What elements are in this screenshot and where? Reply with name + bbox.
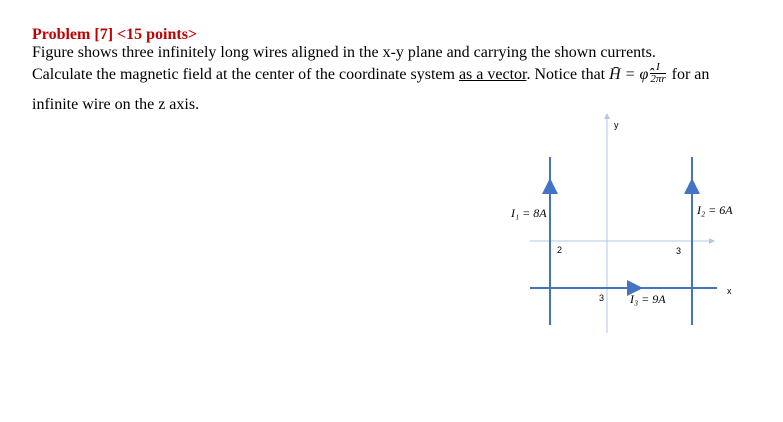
line2-mid: . Notice that <box>526 66 610 84</box>
distance-wire-1: 2 <box>557 245 563 255</box>
wire-1-label: I₁ = 8A <box>511 206 547 220</box>
problem-line-3: infinite wire on the z axis. <box>32 96 200 113</box>
problem-title: Problem [7] <15 points> <box>32 26 198 43</box>
formula-fraction <box>650 62 665 85</box>
problem-line-2 <box>32 61 772 87</box>
underlined-phrase: as a vector <box>458 66 527 84</box>
distance-wire-2: 3 <box>676 246 682 256</box>
wire-3-label: I₃ = 9A <box>630 292 666 306</box>
wire-2-label: I₂ = 6A <box>697 203 733 217</box>
formula-h: H̄ = φ̂ <box>609 66 649 84</box>
problem-statement <box>32 26 772 114</box>
x-axis-label: x <box>727 286 732 296</box>
fraction-denominator: 2πr <box>650 73 666 85</box>
line2-post: for an <box>667 66 710 84</box>
fraction-numerator: I <box>650 62 665 74</box>
line2-pre: Calculate the magnetic field at the center of the coordinate system <box>32 66 459 84</box>
y-axis-label: y <box>614 120 619 130</box>
problem-line-1: Figure shows three infinitely long wires aligned in the x-y plane and carrying the shown currents. <box>32 44 656 61</box>
distance-wire-3: 3 <box>599 293 605 303</box>
